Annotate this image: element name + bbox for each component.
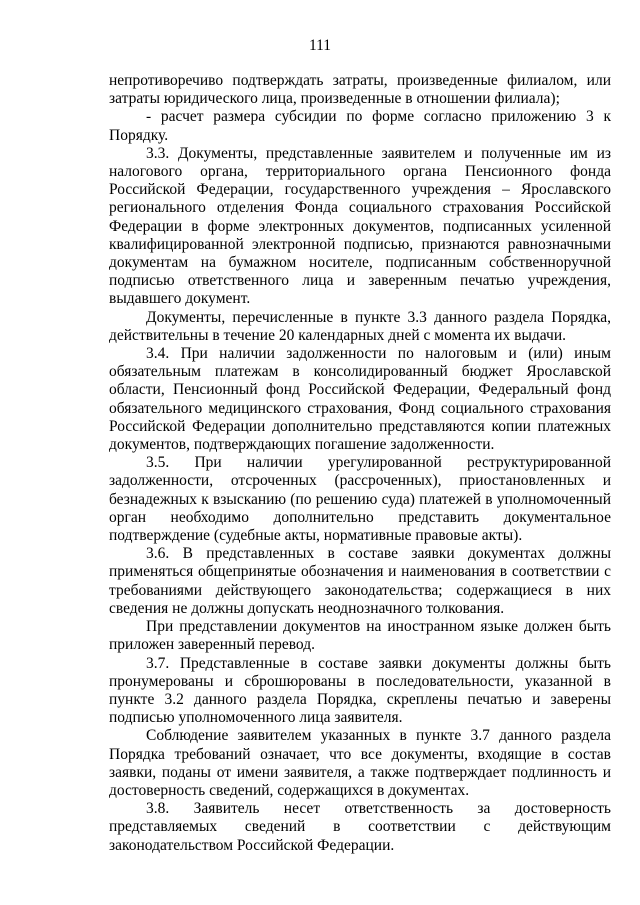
paragraph-3-8: 3.8. Заявитель несет ответственность за достоверность представляемых сведений в соответствии с действующим законодательством Российской Федерации. (109, 800, 611, 854)
paragraph-3-3: 3.3. Документы, представленные заявителем и полученные им из налогового органа, территориального органа Пенсионного фонда Российской Федерации, государственного учреждения – Ярославского регионального отделения Фонда социального страхования Российской Федерации в форме электронных документов, подписанных усиленной квалифицированной электронной подписью, признаются равнозначными документам на бумажном носителе, подписанным собственноручной подписью ответственного лица и заверенным печатью учреждения, выдавшего документ. (109, 144, 611, 308)
paragraph-3-5: 3.5. При наличии урегулированной реструктурированной задолженности, отсроченных (рассроченных), приостановленных и безнадежных к взысканию (по решению суда) платежей в уполномоченный орган необходимо дополнительно представить документальное подтверждение (судебные акты, нормативные правовые акты). (109, 454, 611, 545)
page-number: 111 (308, 37, 332, 54)
paragraph-subsidy-calculation: - расчет размера субсидии по форме согласно приложению 3 к Порядку. (109, 108, 611, 144)
paragraph-validity: Документы, перечисленные в пункте 3.3 данного раздела Порядка, действительны в течение 20 календарных дней с момента их выдачи. (109, 308, 611, 344)
paragraph-translation: При представлении документов на иностранном языке должен быть приложен заверенный перевод. (109, 618, 611, 654)
document-body (109, 72, 611, 855)
paragraph-3-6: 3.6. В представленных в составе заявки документах должны применяться общепринятые обозначения и наименования в соответствии с требованиями действующего законодательства; содержащиеся в них сведения не должны допускать неоднозначного толкования. (109, 545, 611, 617)
paragraph-3-4: 3.4. При наличии задолженности по налоговым и (или) иным обязательным платежам в консолидированный бюджет Ярославской области, Пенсионный фонд Российской Федерации, Федеральный фонд обязательного медицинского страхования, Фонд социального страхования Российской Федерации дополнительно представляются копии платежных документов, подтверждающих погашение задолженности. (109, 345, 611, 454)
paragraph-3-7: 3.7. Представленные в составе заявки документы должны быть пронумерованы и сброшюрованы в последовательности, указанной в пункте 3.2 данного раздела Порядка, скреплены печатью и заверены подписью уполномоченного лица заявителя. (109, 654, 611, 727)
paragraph-continuation: непротиворечиво подтверждать затраты, произведенные филиалом, или затраты юридического лица, произведенные в отношении филиала); (109, 72, 611, 108)
paragraph-compliance: Соблюдение заявителем указанных в пункте 3.7 данного раздела Порядка требований означает, что все документы, входящие в состав заявки, поданы от имени заявителя, а также подтверждает подлинность и достоверность сведений, содержащихся в документах. (109, 727, 611, 799)
